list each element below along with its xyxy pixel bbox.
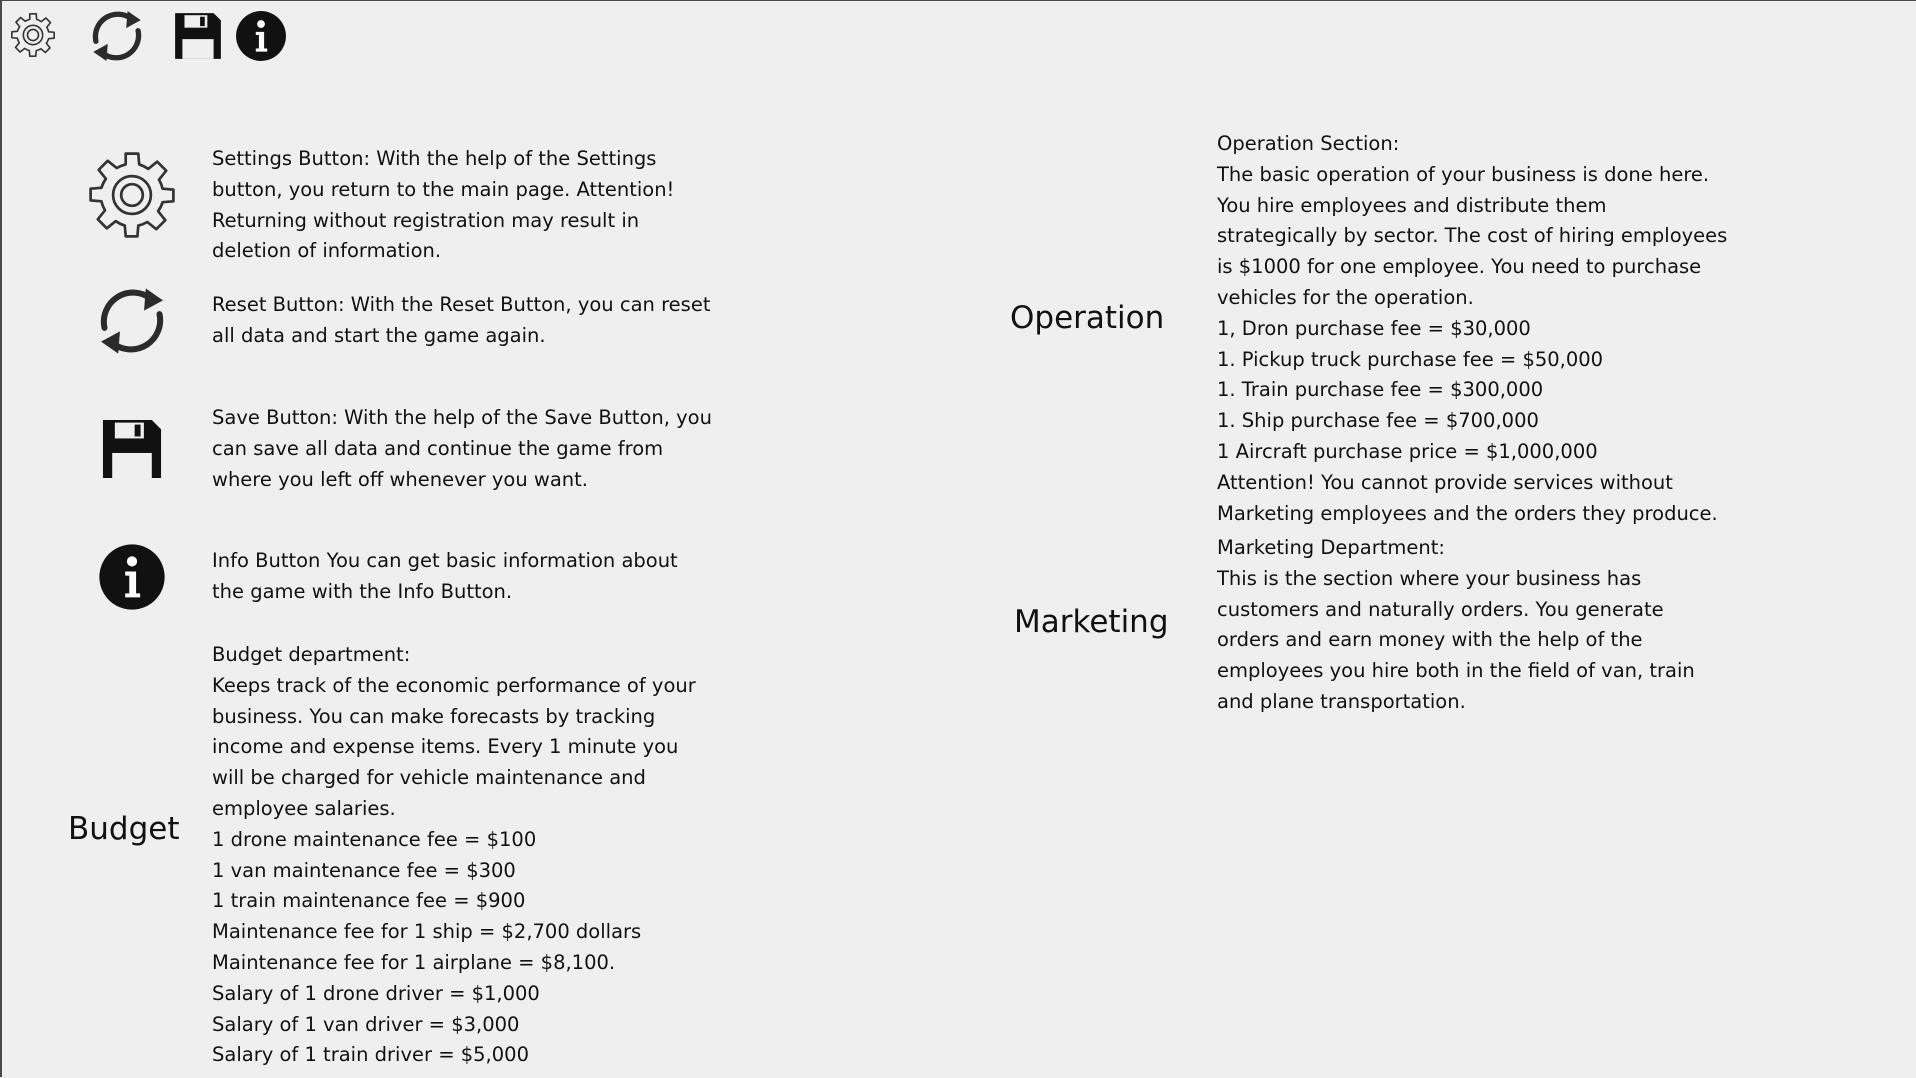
save-button[interactable] xyxy=(172,10,224,62)
help-line: deletion of information. xyxy=(212,239,442,263)
help-line: Returning without registration may result in xyxy=(212,208,640,232)
marketing-title: Marketing xyxy=(1014,604,1169,640)
budget-line: 1 train maintenance fee = $900 xyxy=(212,889,526,913)
operation-line: 1. Pickup truck purchase fee = $50,000 xyxy=(1217,347,1604,371)
budget-line: Keeps track of the economic performance of your xyxy=(212,673,696,697)
help-line: Settings Button: With the help of the Settings xyxy=(212,147,657,170)
budget-line: income and expense items. Every 1 minute you xyxy=(212,735,679,759)
settings-help-icon xyxy=(86,149,178,241)
marketing-line: orders and earn money with the help of the xyxy=(1217,628,1643,652)
operation-line: 1 Aircraft purchase price = $1,000,000 xyxy=(1217,439,1598,463)
marketing-line: Marketing Department: xyxy=(1217,536,1445,559)
budget-line: Maintenance fee for 1 ship = $2,700 dollars xyxy=(212,920,642,944)
settings-help-text xyxy=(212,144,674,267)
floppy-disk-icon xyxy=(172,10,224,62)
budget-line: Salary of 1 drone driver = $1,000 xyxy=(212,981,540,1005)
save-help-icon xyxy=(98,415,166,483)
operation-line: strategically by sector. The cost of hiring employees xyxy=(1217,224,1728,248)
operation-line: vehicles for the operation. xyxy=(1217,285,1474,309)
operation-title: Operation xyxy=(1010,300,1165,336)
reset-help-icon xyxy=(86,281,178,361)
refresh-icon xyxy=(89,283,175,359)
budget-line: 1 drone maintenance fee = $100 xyxy=(212,827,537,851)
operation-line: 1. Train purchase fee = $300,000 xyxy=(1217,378,1544,402)
floppy-disk-icon xyxy=(99,416,165,482)
operation-line: 1, Dron purchase fee = $30,000 xyxy=(1217,316,1531,340)
marketing-line: employees you hire both in the field of van, train xyxy=(1217,659,1695,683)
budget-line: Maintenance fee for 1 airplane = $8,100. xyxy=(212,950,616,974)
operation-text xyxy=(1217,129,1727,529)
operation-line: Operation Section: xyxy=(1217,132,1400,155)
info-help-icon xyxy=(98,543,166,611)
settings-button[interactable] xyxy=(10,9,56,61)
marketing-line: customers and naturally orders. You generate xyxy=(1217,597,1664,621)
budget-line: business. You can make forecasts by tracking xyxy=(212,704,656,728)
budget-line: 1 van maintenance fee = $300 xyxy=(212,858,516,882)
refresh-icon xyxy=(84,7,150,65)
help-line: Reset Button: With the Reset Button, you can reset xyxy=(212,293,711,316)
marketing-text xyxy=(1217,533,1695,718)
budget-text xyxy=(212,640,696,1071)
help-line: button, you return to the main page. Attention! xyxy=(212,177,675,201)
info-button[interactable] xyxy=(234,9,288,63)
budget-line: Budget department: xyxy=(212,643,411,666)
reset-button[interactable] xyxy=(84,7,150,65)
gear-icon xyxy=(87,150,177,240)
info-icon xyxy=(98,543,166,611)
budget-line: Salary of 1 van driver = $3,000 xyxy=(212,1012,520,1036)
help-line: where you left off whenever you want. xyxy=(212,467,589,491)
info-help-text xyxy=(212,546,678,608)
budget-line: will be charged for vehicle maintenance and xyxy=(212,766,646,790)
operation-line: is $1000 for one employee. You need to purchase xyxy=(1217,255,1702,279)
help-line: can save all data and continue the game from xyxy=(212,436,664,460)
gear-icon xyxy=(10,10,56,60)
marketing-line: This is the section where your business has xyxy=(1217,566,1642,590)
help-line: Info Button You can get basic information about xyxy=(212,549,678,572)
operation-line: You hire employees and distribute them xyxy=(1217,193,1607,217)
budget-line: employee salaries. xyxy=(212,796,396,820)
budget-title: Budget xyxy=(68,811,180,847)
operation-line: Attention! You cannot provide services without xyxy=(1217,470,1673,494)
marketing-line: and plane transportation. xyxy=(1217,689,1466,713)
reset-help-text xyxy=(212,290,710,352)
help-line: Save Button: With the help of the Save Button, you xyxy=(212,406,712,429)
info-icon xyxy=(235,10,287,62)
budget-line: Salary of 1 train driver = $5,000 xyxy=(212,1043,529,1067)
help-line: the game with the Info Button. xyxy=(212,579,513,603)
save-help-text xyxy=(212,403,712,495)
operation-line: The basic operation of your business is done here. xyxy=(1217,162,1710,186)
operation-line: Marketing employees and the orders they produce. xyxy=(1217,501,1718,525)
help-line: all data and start the game again. xyxy=(212,323,546,347)
operation-line: 1. Ship purchase fee = $700,000 xyxy=(1217,409,1539,433)
